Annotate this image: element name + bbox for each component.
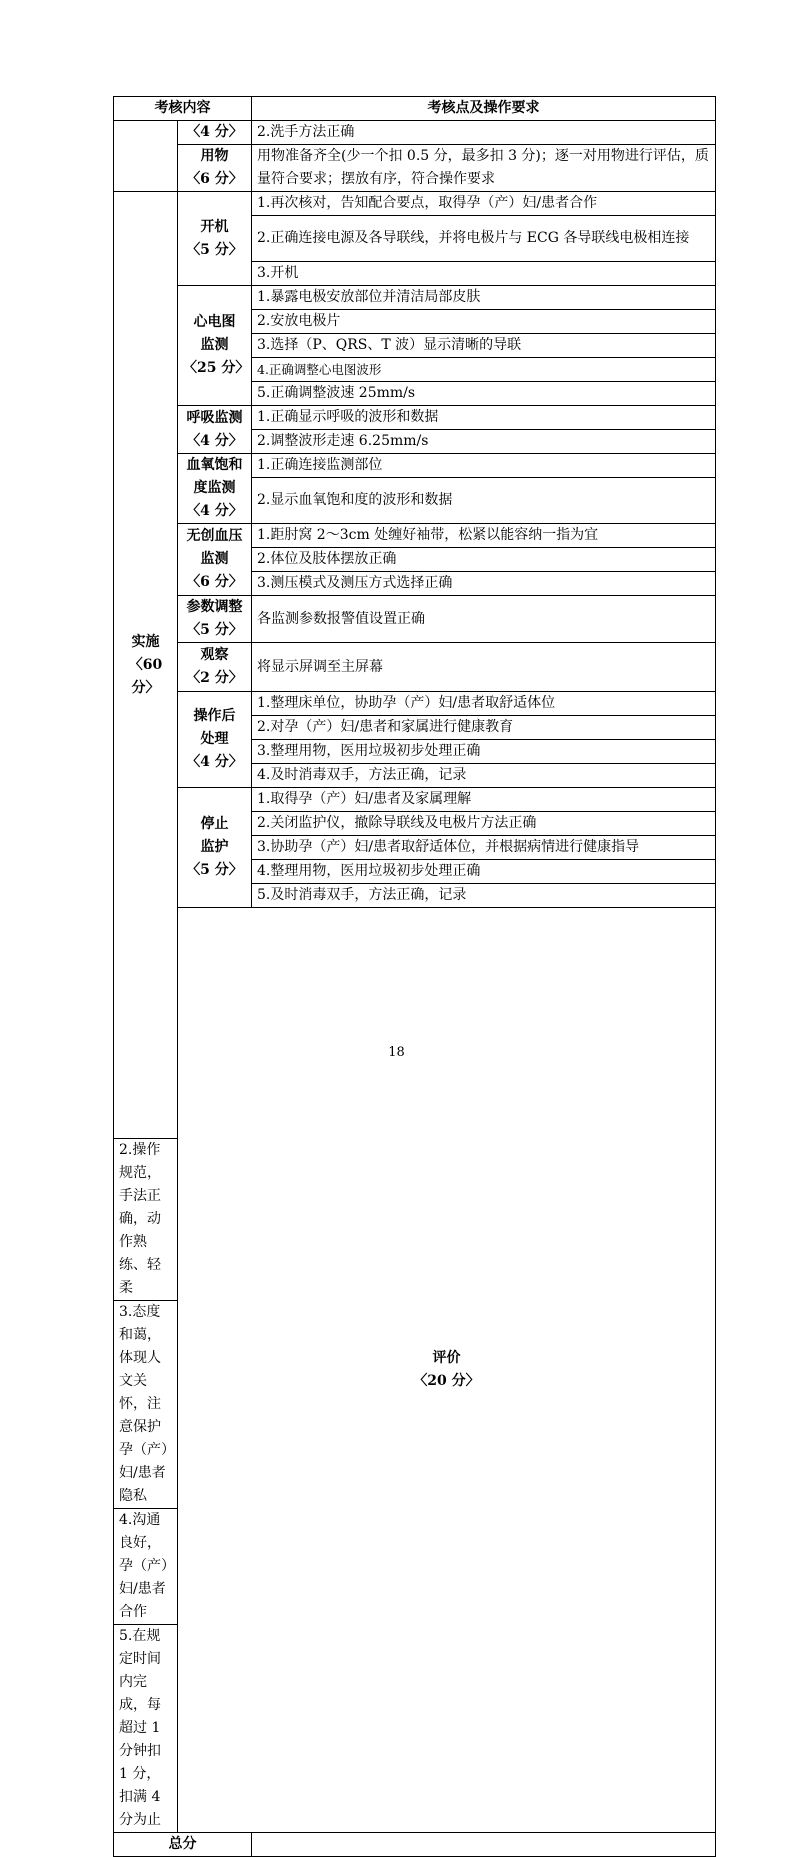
spo2-section bbox=[178, 454, 252, 524]
resp-item: 1.正确显示呼吸的波形和数据 bbox=[252, 406, 716, 430]
ecg-section bbox=[178, 286, 252, 406]
spo2-title: 血氧饱和 bbox=[186, 457, 243, 473]
spo2-item: 2.显示血氧饱和度的波形和数据 bbox=[252, 478, 716, 524]
header-points: 考核点及操作要求 bbox=[252, 97, 716, 121]
stop-title: 监护 bbox=[200, 839, 229, 855]
eval-score: 〈20 分〉 bbox=[413, 1373, 480, 1389]
power-title: 开机 bbox=[200, 218, 229, 235]
spo2-item: 1.正确连接监测部位 bbox=[252, 454, 716, 478]
nibp-item: 2.体位及肢体摆放正确 bbox=[252, 548, 716, 572]
power-item: 3.开机 bbox=[252, 262, 716, 286]
main-score: 〈60 分〉 bbox=[128, 656, 163, 696]
stop-section bbox=[178, 788, 252, 908]
nibp-score: 〈6 分〉 bbox=[186, 574, 243, 590]
nibp-section bbox=[178, 524, 252, 596]
prep-category bbox=[114, 121, 178, 192]
power-item: 2.正确连接电源及各导联线，并将电极片与 ECG 各导联线电极相连接 bbox=[252, 216, 716, 262]
after-item: 2.对孕（产）妇/患者和家属进行健康教育 bbox=[252, 716, 716, 740]
prep-score: 〈4 分〉 bbox=[178, 121, 252, 145]
eval-item: 3.态度和蔼，体现人文关怀，注意保护孕（产）妇/患者隐私 bbox=[114, 1301, 178, 1509]
eval-item: 2.操作规范，手法正确，动作熟练、轻柔 bbox=[114, 1139, 178, 1301]
spo2-score: 〈4 分〉 bbox=[186, 503, 243, 519]
main-title: 实施 bbox=[131, 633, 160, 650]
prep-item: 2.洗手方法正确 bbox=[252, 121, 716, 145]
nibp-item: 1.距肘窝 2～3cm 处缠好袖带，松紧以能容纳一指为宜 bbox=[252, 524, 716, 548]
stop-item: 2.关闭监护仪，撤除导联线及电极片方法正确 bbox=[252, 812, 716, 836]
page-number: 18 bbox=[388, 1045, 405, 1060]
observe-item: 将显示屏调至主屏幕 bbox=[252, 643, 716, 692]
spo2-title: 度监测 bbox=[193, 480, 236, 496]
nibp-title: 监测 bbox=[200, 551, 229, 567]
observe-section bbox=[178, 643, 252, 692]
header-content: 考核内容 bbox=[114, 97, 252, 121]
stop-item: 4.整理用物，医用垃圾初步处理正确 bbox=[252, 860, 716, 884]
power-section bbox=[178, 192, 252, 286]
ecg-item: 3.选择（P、QRS、T 波）显示清晰的导联 bbox=[252, 334, 716, 358]
total-label: 总分 bbox=[114, 1833, 252, 1857]
eval-title: 评价 bbox=[432, 1350, 461, 1366]
eval-item: 5.在规定时间内完成，每超过 1 分钟扣 1 分，扣满 4 分为止 bbox=[114, 1625, 178, 1833]
resp-section bbox=[178, 406, 252, 454]
eval-item: 4.沟通良好，孕（产）妇/患者合作 bbox=[114, 1509, 178, 1625]
param-score: 〈5 分〉 bbox=[186, 622, 243, 638]
ecg-item: 5.正确调整波速 25mm/s bbox=[252, 382, 716, 406]
resp-item: 2.调整波形走速 6.25mm/s bbox=[252, 430, 716, 454]
stop-title: 停止 bbox=[200, 816, 229, 832]
total-value bbox=[252, 1833, 716, 1857]
after-section bbox=[178, 692, 252, 788]
resp-score: 〈4 分〉 bbox=[186, 432, 243, 449]
resp-title: 呼吸监测 bbox=[186, 409, 243, 426]
main-category bbox=[114, 192, 178, 1139]
ecg-item: 1.暴露电极安放部位并清洁局部皮肤 bbox=[252, 286, 716, 310]
after-title: 操作后 bbox=[193, 708, 236, 724]
goods-score: 〈6 分〉 bbox=[186, 171, 243, 187]
power-score: 〈5 分〉 bbox=[186, 241, 243, 258]
power-item: 1.再次核对，告知配合要点，取得孕（产）妇/患者合作 bbox=[252, 192, 716, 216]
observe-title: 观察 bbox=[200, 647, 229, 663]
ecg-score: 〈25 分〉 bbox=[183, 360, 250, 376]
observe-score: 〈2 分〉 bbox=[186, 670, 243, 686]
param-item: 各监测参数报警值设置正确 bbox=[252, 596, 716, 643]
nibp-title: 无创血压 bbox=[186, 528, 243, 544]
stop-item: 3.协助孕（产）妇/患者取舒适体位，并根据病情进行健康指导 bbox=[252, 836, 716, 860]
after-item: 4.及时消毒双手，方法正确，记录 bbox=[252, 764, 716, 788]
param-section bbox=[178, 596, 252, 643]
goods-title: 用物 bbox=[200, 148, 229, 164]
after-item: 3.整理用物，医用垃圾初步处理正确 bbox=[252, 740, 716, 764]
ecg-title: 监测 bbox=[200, 337, 229, 353]
stop-item: 1.取得孕（产）妇/患者及家属理解 bbox=[252, 788, 716, 812]
ecg-title: 心电图 bbox=[193, 314, 236, 330]
ecg-item: 4.正确调整心电图波形 bbox=[252, 358, 716, 382]
param-title: 参数调整 bbox=[186, 599, 243, 615]
assessment-table bbox=[113, 96, 716, 1857]
nibp-item: 3.测压模式及测压方式选择正确 bbox=[252, 572, 716, 596]
stop-score: 〈5 分〉 bbox=[186, 862, 243, 878]
after-item: 1.整理床单位，协助孕（产）妇/患者取舒适体位 bbox=[252, 692, 716, 716]
goods-section bbox=[178, 145, 252, 192]
stop-item: 5.及时消毒双手，方法正确，记录 bbox=[252, 884, 716, 908]
after-score: 〈4 分〉 bbox=[186, 754, 243, 770]
goods-item: 用物准备齐全(少一个扣 0.5 分，最多扣 3 分)；逐一对用物进行评估，质量符合要求；摆放有序，符合操作要求 bbox=[252, 145, 716, 192]
ecg-item: 2.安放电极片 bbox=[252, 310, 716, 334]
after-title: 处理 bbox=[200, 731, 229, 747]
